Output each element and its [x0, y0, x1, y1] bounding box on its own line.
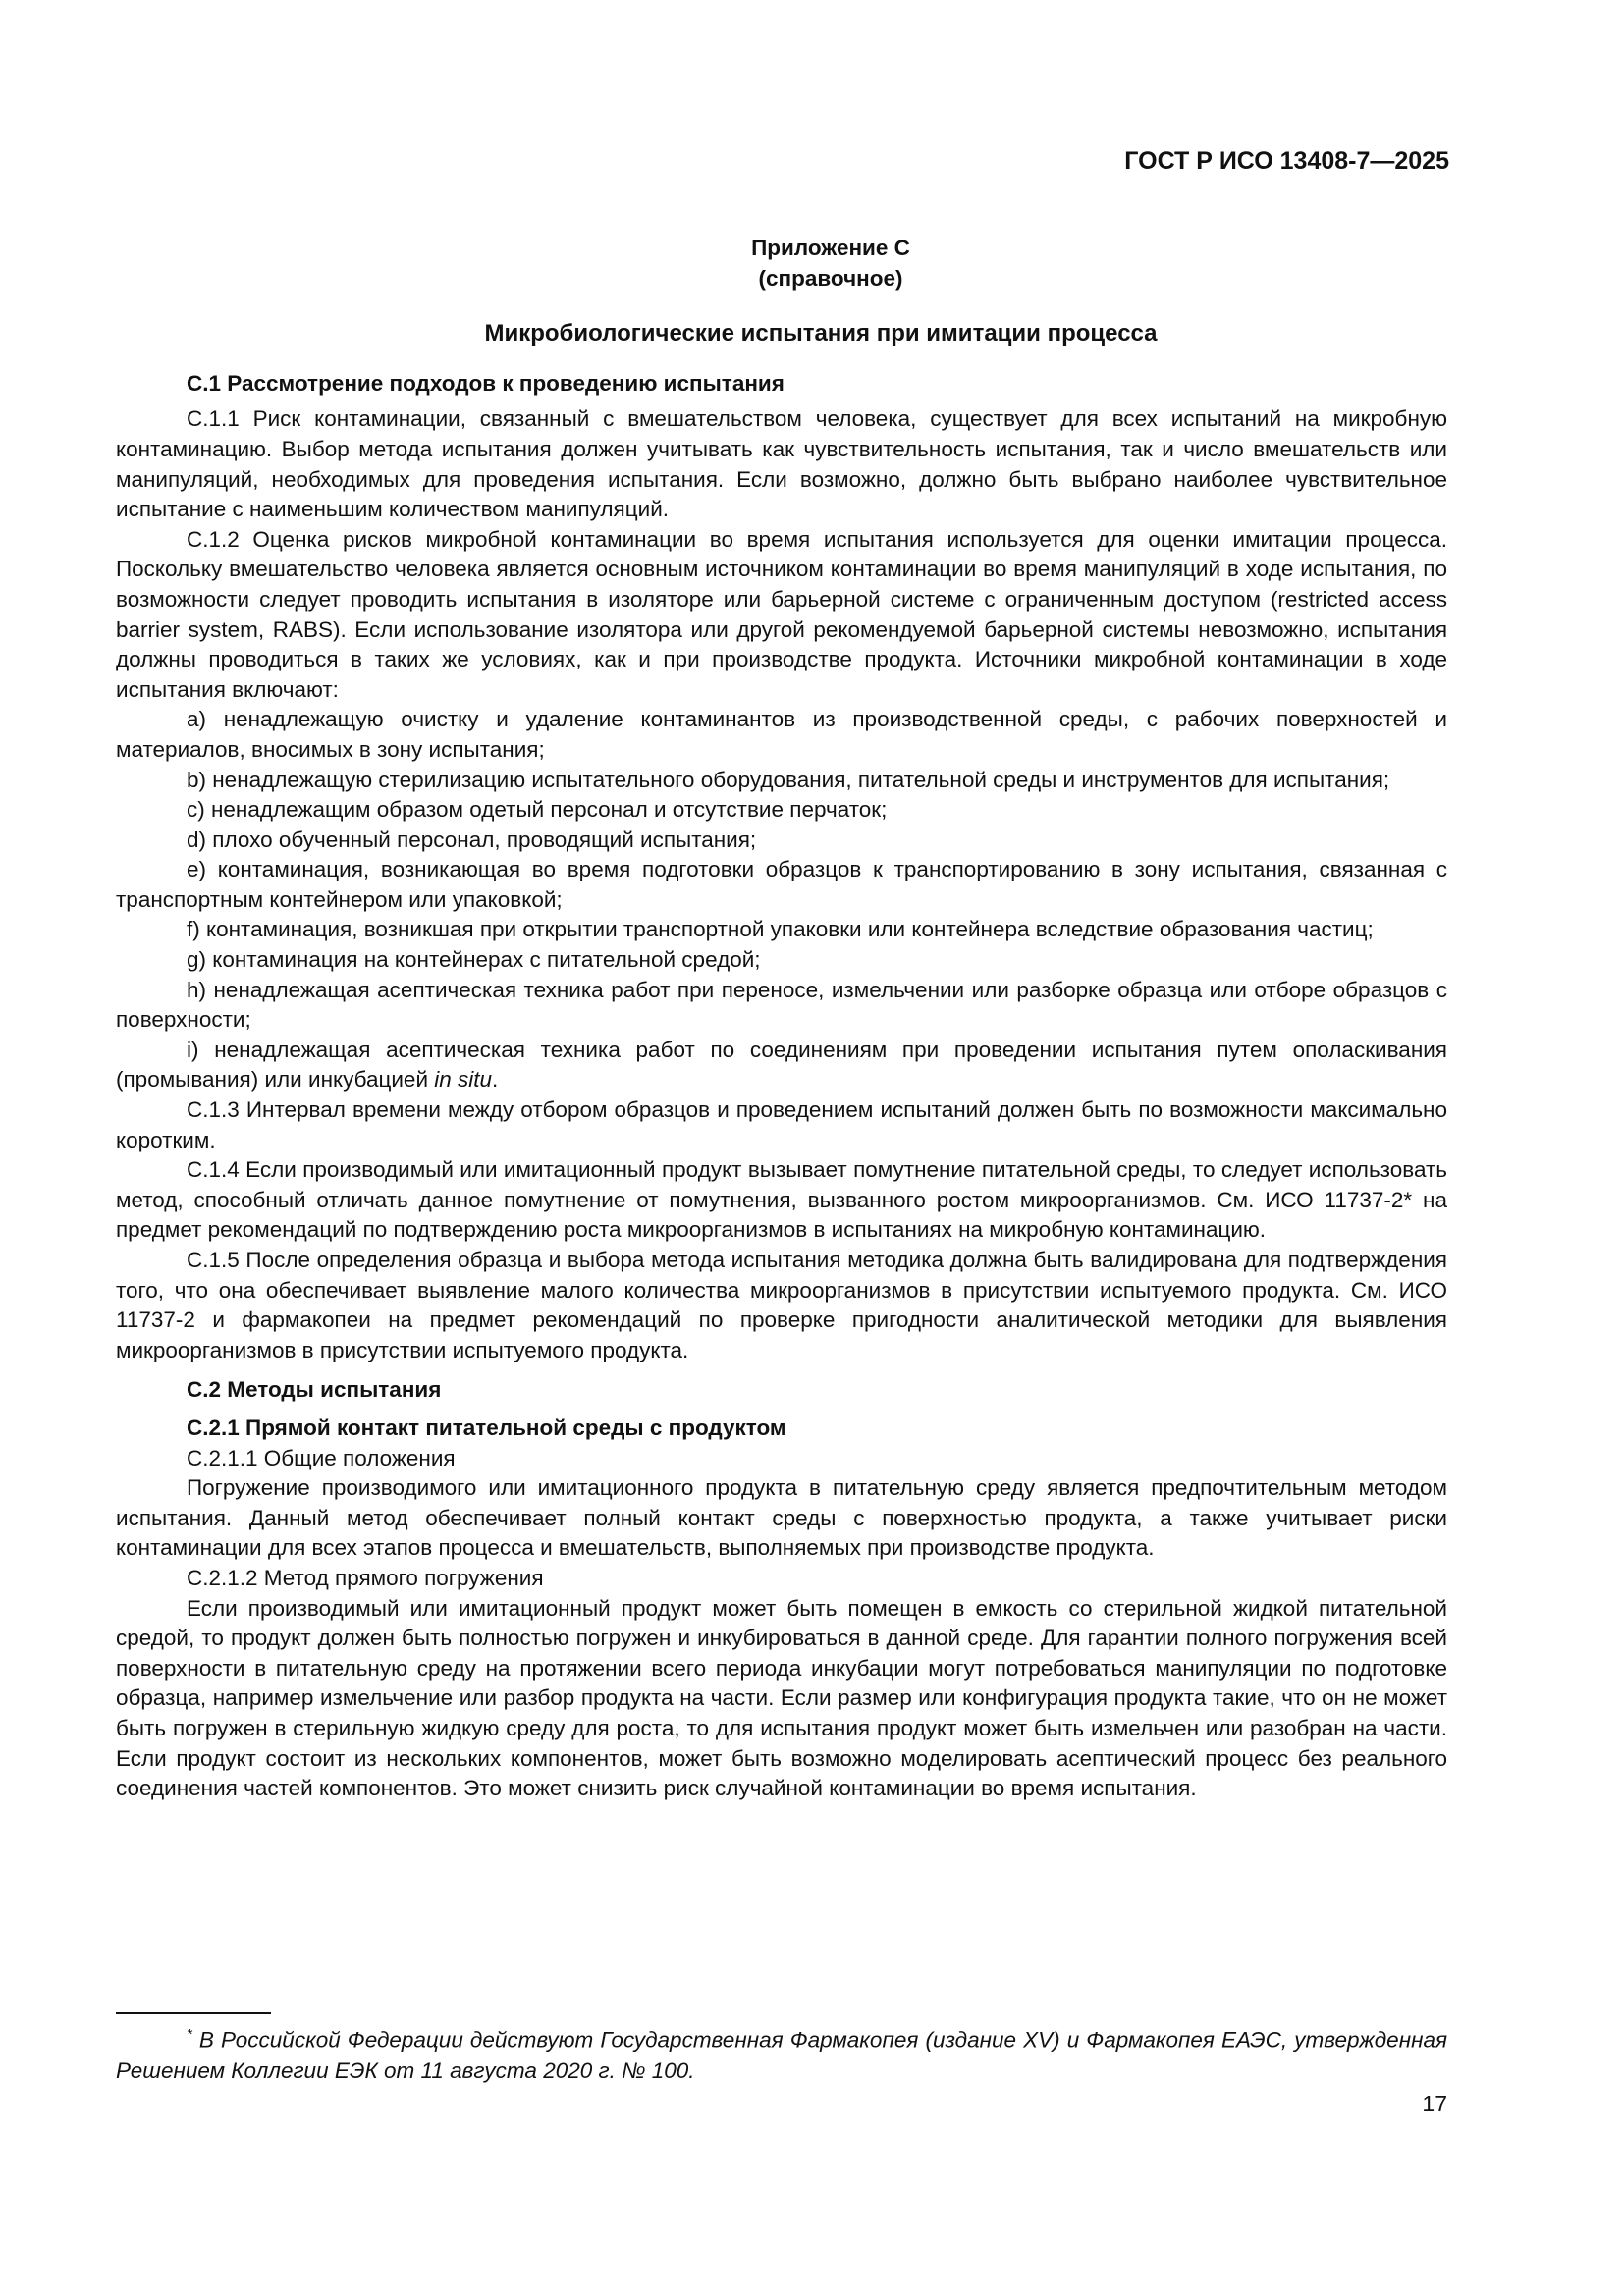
- list-item-i-emphasis: in situ: [434, 1067, 493, 1093]
- main-content: [116, 234, 1447, 1804]
- paragraph-c1-3: С.1.3 Интервал времени между отбором образцов и проведением испытаний должен быть по возможности максимально коротким.: [116, 1097, 1447, 1152]
- page-number: 17: [1422, 2091, 1447, 2116]
- list-item-c: c) ненадлежащим образом одетый персонал и отсутствие перчаток;: [187, 797, 888, 823]
- standard-number: ГОСТ Р ИСО 13408-7—2025: [1124, 147, 1449, 175]
- subsection-heading-c2-1: С.2.1 Прямой контакт питательной среды с продуктом: [187, 1415, 786, 1440]
- list-item-g: g) контаминация на контейнерах с питательной средой;: [187, 947, 761, 973]
- footnote: [116, 2019, 1447, 2086]
- section-heading-c1: С.1 Рассмотрение подходов к проведению испытания: [187, 370, 785, 396]
- appendix-title: Микробиологические испытания при имитации процесса: [484, 320, 1158, 347]
- paragraph-c2-1-2: Если производимый или имитационный продукт может быть помещен в емкость со стерильной жидкой питательной средой, то продукт должен быть полностью погружен и инкубироваться в данной среде. Для гарантии полного погружения всей поверхности в питательную среду на протяжении всего периода инкубации могут потребоваться манипуляции по подготовке образца, например измельчение или разбор продукта на части. Если размер или конфигурация продукта такие, что он не может быть погружен в стерильную жидкую среду для роста, то для испытания продукт может быть измельчен или разобран на части. Если продукт состоит из нескольких компонентов, может быть возможно моделировать асептический процесс без реального соединения частей компонентов. Это может снизить риск случайной контаминации во время испытания.: [116, 1595, 1447, 1801]
- subsubsection-c2-1-1: С.2.1.1 Общие положения: [187, 1445, 456, 1470]
- footnote-mark: *: [187, 2026, 192, 2043]
- list-item-b: b) ненадлежащую стерилизацию испытательного оборудования, питательной среды и инструментов для испытания;: [187, 767, 1390, 792]
- footnote-divider: [116, 2012, 271, 2014]
- appendix-label: Приложение С: [751, 236, 910, 260]
- appendix-kind: (справочное): [758, 265, 903, 291]
- list-item-i-end: .: [492, 1067, 499, 1093]
- list-item-e: e) контаминация, возникающая во время подготовки образцов к транспортированию в зону испытания, связанная с транспортным контейнером или упаковкой;: [116, 857, 1447, 912]
- paragraph-c1-5: С.1.5 После определения образца и выбора метода испытания методика должна быть валидирована для подтверждения того, что она обеспечивает выявление малого количества микроорганизмов в присутствии испытуемого продукта. См. ИСО 11737-2 и фармакопеи на предмет рекомендаций по проверке пригодности аналитической методики для выявления микроорганизмов в присутствии испытуемого продукта.: [116, 1248, 1447, 1362]
- paragraph-c1-2: С.1.2 Оценка рисков микробной контаминации во время испытания используется для оценки имитации процесса. Поскольку вмешательство человека является основным источником контаминации во время манипуляций в ходе испытания, по возможности следует проводить испытания в изоляторе или барьерной системе с ограниченным доступом (restricted access barrier system, RABS). Если использование изолятора или другой рекомендуемой барьерной системы невозможно, испытания должны проводиться в таких же условиях, как и при производстве продукта. Источники микробной контаминации в ходе испытания включают:: [116, 526, 1447, 702]
- paragraph-c2-1-1: Погружение производимого или имитационного продукта в питательную среду является предпочтительным методом испытания. Данный метод обеспечивает полный контакт среды с поверхностью продукта, а также учитывает риски контаминации для всех этапов процесса и вмешательств, выполняемых при производстве продукта.: [116, 1475, 1447, 1561]
- subsubsection-c2-1-2: С.2.1.2 Метод прямого погружения: [187, 1565, 544, 1590]
- list-item-i: [116, 1036, 1447, 1095]
- list-item-i-text: i) ненадлежащая асептическая техника работ по соединениям при проведении испытания путем ополаскивания (промывания) или инкубацией: [116, 1037, 1447, 1093]
- list-item-h: h) ненадлежащая асептическая техника работ при переносе, измельчении или разборке образца или отборе образцов с поверхности;: [116, 977, 1447, 1033]
- section-heading-c2: С.2 Методы испытания: [187, 1377, 442, 1403]
- paragraph-c1-4: С.1.4 Если производимый или имитационный продукт вызывает помутнение питательной среды, то следует использовать метод, способный отличать данное помутнение от помутнения, вызванного ростом микроорганизмов. См. ИСО 11737-2* на предмет рекомендаций по подтверждению роста микроорганизмов в испытаниях на микробную контаминацию.: [116, 1157, 1447, 1243]
- footnote-text: В Российской Федерации действуют Государственная Фармакопея (издание XV) и Фармакопея ЕАЭС, утвержденная Решением Коллегии ЕЭК от 11 августа 2020 г. № 100.: [116, 2027, 1447, 2083]
- list-item-a: a) ненадлежащую очистку и удаление контаминантов из производственной среды, с рабочих поверхностей и материалов, вносимых в зону испытания;: [116, 707, 1447, 762]
- list-item-d: d) плохо обученный персонал, проводящий испытания;: [187, 827, 757, 852]
- paragraph-c1-1: С.1.1 Риск контаминации, связанный с вмешательством человека, существует для всех испытаний на микробную контаминацию. Выбор метода испытания должен учитывать как чувствительность испытания, так и число вмешательств или манипуляций, необходимых для проведения испытания. Если возможно, должно быть выбрано наиболее чувствительное испытание с наименьшим количеством манипуляций.: [116, 406, 1447, 522]
- list-item-f: f) контаминация, возникшая при открытии транспортной упаковки или контейнера вследствие образования частиц;: [187, 917, 1374, 942]
